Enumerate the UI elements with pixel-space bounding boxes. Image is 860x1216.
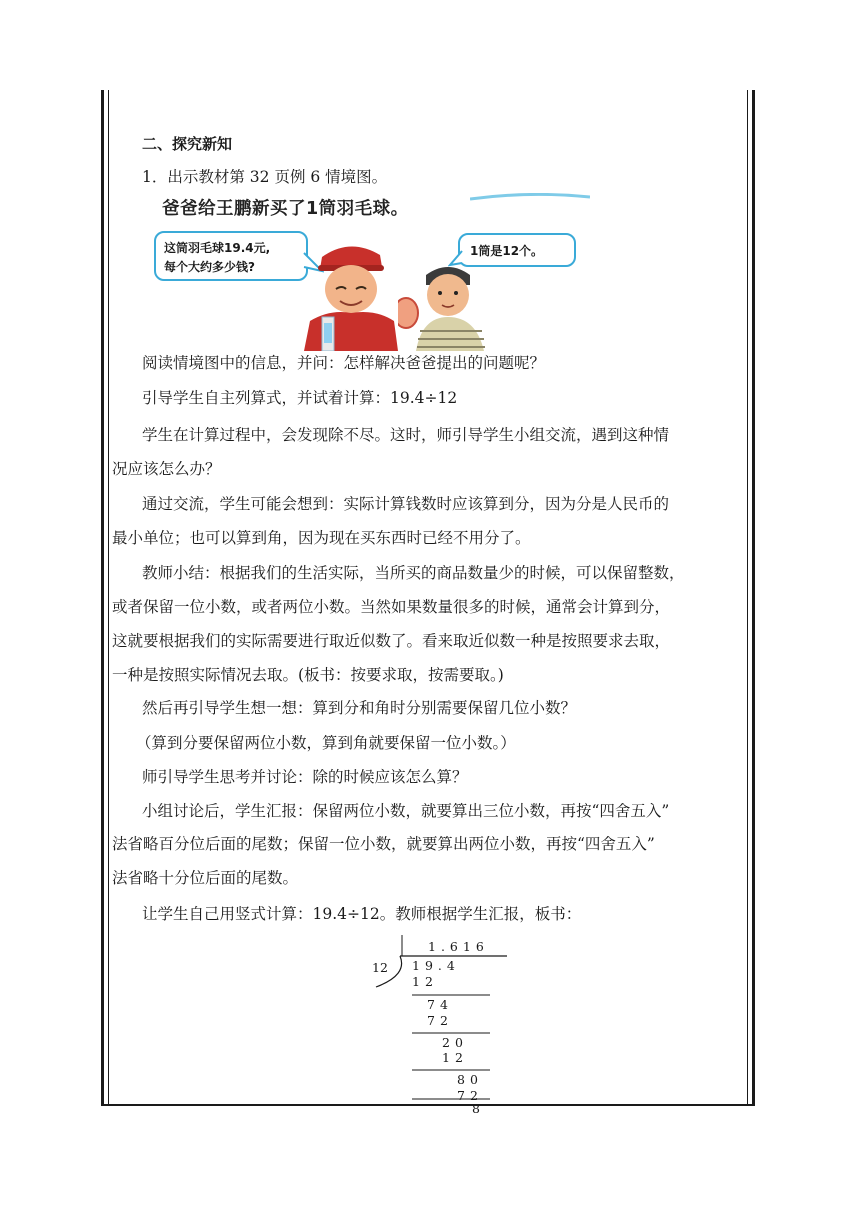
- speech-bubble-father: [154, 231, 308, 281]
- division-row-6: 80: [457, 1072, 483, 1087]
- bubble-father-line2: 每个大约多少钱?: [164, 260, 255, 274]
- paragraph-5-line3: 这就要根据我们的实际需要进行取近似数了。看来取近似数一种是按照要求去取，: [112, 632, 671, 650]
- paragraph-10: 让学生自己用竖式计算：19.4÷12。教师根据学生汇报，板书：: [142, 905, 582, 923]
- frame-inner-right-rule: [747, 90, 748, 1104]
- section-title: 二、探究新知: [142, 135, 233, 153]
- illustration-banner: 爸爸给王鹏新买了1筒羽毛球。: [162, 199, 409, 219]
- division-row-2: 74: [427, 997, 453, 1012]
- paragraph-1: 阅读情境图中的信息，并问：怎样解决爸爸提出的问题呢？: [142, 354, 546, 372]
- long-division-board: [360, 935, 520, 1116]
- bubble-father-line1: 这筒羽毛球19.4元,: [164, 241, 271, 255]
- paragraph-5-line4: 一种是按照实际情况去取。(板书：按要求取，按需要取。): [112, 666, 504, 684]
- father-figure: [300, 239, 400, 351]
- division-remainder: 8: [472, 1101, 485, 1116]
- paragraph-3-line1: 学生在计算过程中，会发现除不尽。这时，师引导学生小组交流，遇到这种情: [142, 426, 670, 444]
- division-row-4: 20: [442, 1035, 468, 1050]
- paragraph-2: 引导学生自主列算式，并试着计算：19.4÷12: [142, 389, 458, 407]
- paragraph-7: （算到分要保留两位小数，算到角就要保留一位小数。）: [136, 734, 516, 752]
- quotient: 1.616: [428, 939, 489, 954]
- paragraph-4-line2: 最小单位；也可以算到角，因为现在买东西时已经不用分了。: [112, 529, 531, 547]
- division-row-3: 72: [427, 1013, 453, 1028]
- paragraph-8: 师引导学生思考并讨论：除的时候应该怎么算？: [142, 768, 468, 786]
- paragraph-4-line1: 通过交流，学生可能会想到：实际计算钱数时应该算到分，因为分是人民币的: [142, 495, 670, 513]
- item-1: 1．出示教材第 32 页例 6 情境图。: [142, 168, 388, 186]
- paragraph-5-line1: 教师小结：根据我们的生活实际，当所买的商品数量少的时候，可以保留整数，: [142, 564, 685, 582]
- division-row-1: 12: [412, 974, 438, 989]
- paragraph-3-line2: 况应该怎么办？: [112, 460, 221, 478]
- speech-bubble-boy: 1筒是12个。: [458, 233, 576, 267]
- paragraph-6: 然后再引导学生想一想：算到分和角时分别需要保留几位小数？: [142, 699, 577, 717]
- paragraph-9-line2: 法省略百分位后面的尾数；保留一位小数，就要算出两位小数，再按“四舍五入”: [112, 835, 655, 853]
- paragraph-5-line2: 或者保留一位小数，或者两位小数。当然如果数量很多的时候，通常会计算到分，: [112, 598, 671, 616]
- textbook-illustration: [152, 193, 572, 351]
- division-row-7: 72: [457, 1088, 483, 1103]
- division-row-5: 12: [442, 1050, 468, 1065]
- dividend: 19.4: [412, 958, 460, 973]
- paragraph-9-line1: 小组讨论后，学生汇报：保留两位小数，就要算出三位小数，再按“四舍五入”: [142, 802, 670, 820]
- paragraph-9-line3: 法省略十分位后面的尾数。: [112, 869, 299, 887]
- boy-figure: [398, 261, 494, 351]
- divisor: 12: [372, 960, 388, 975]
- banner-swoosh-decoration: [470, 193, 590, 203]
- frame-inner-left-rule: [108, 90, 109, 1104]
